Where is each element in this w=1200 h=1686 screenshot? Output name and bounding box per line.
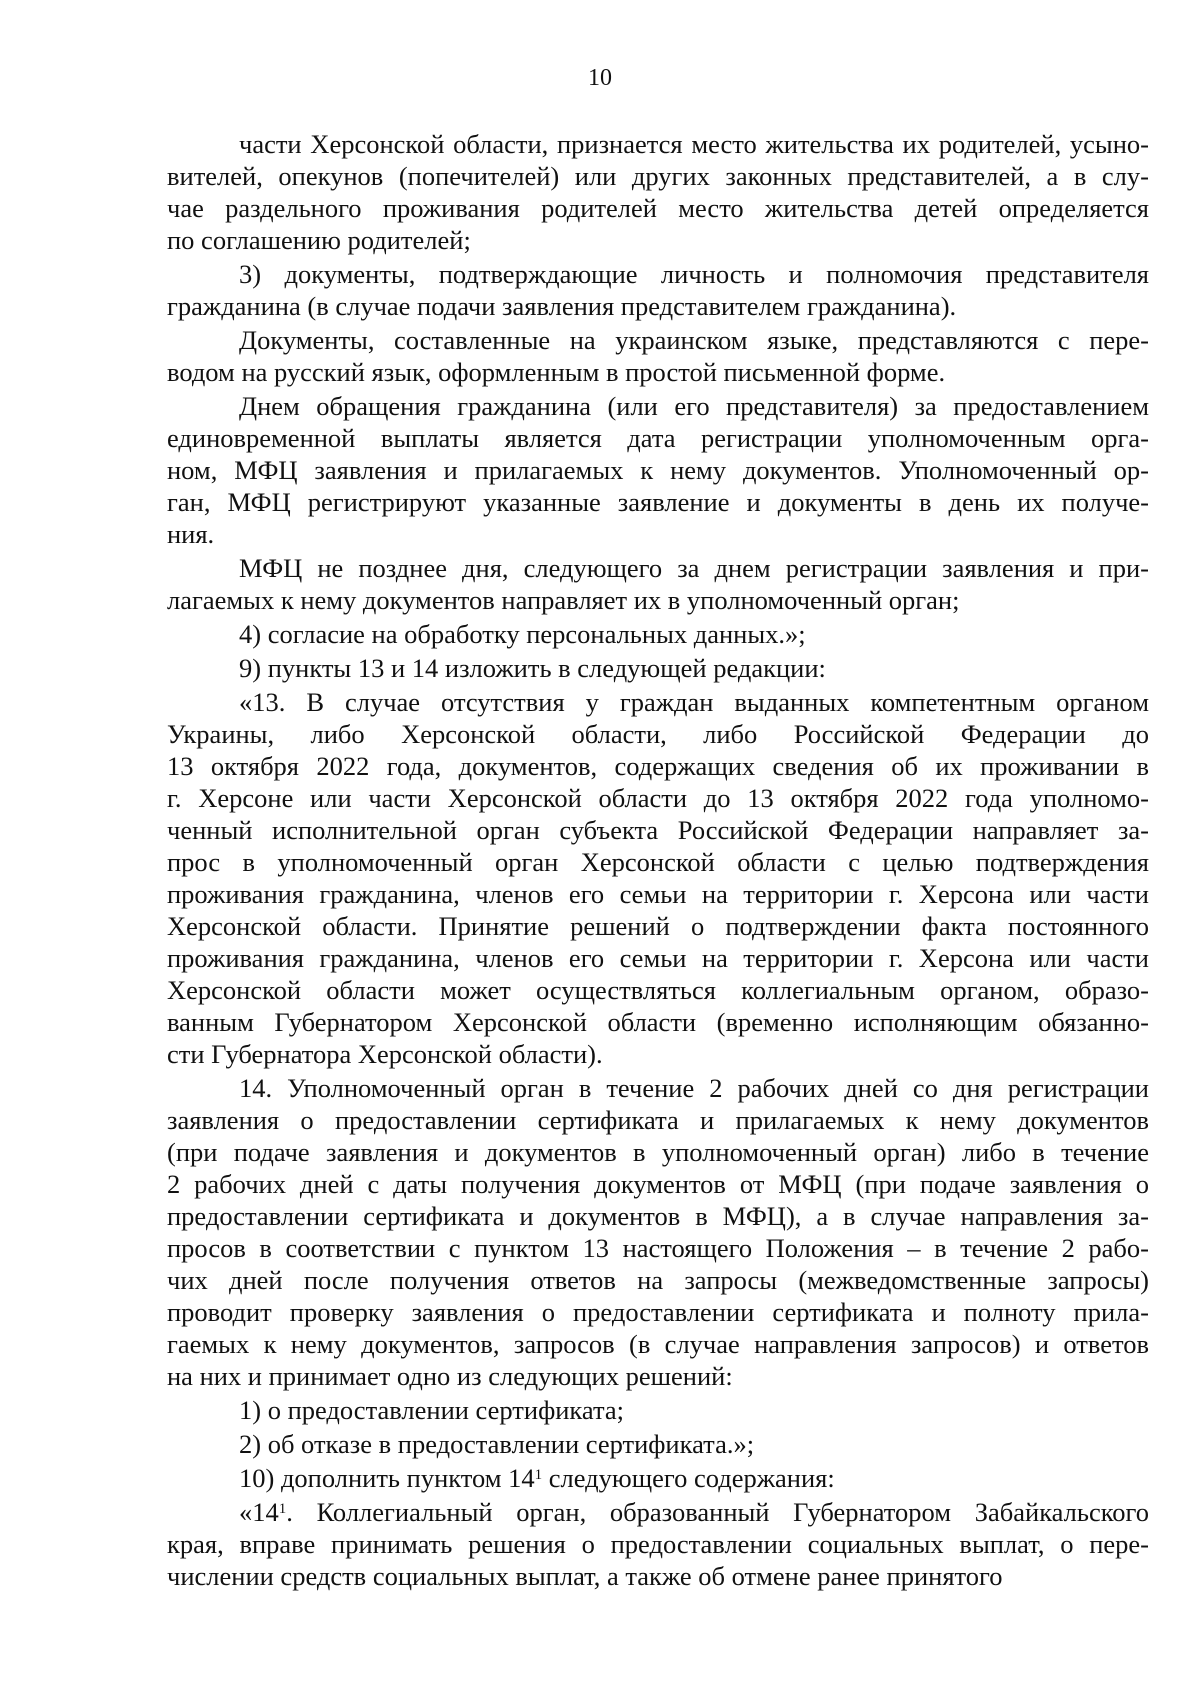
paragraph <box>167 258 1149 322</box>
text-line: чих дней после получения ответов на запросы (межведомственные запросы) <box>167 1265 1149 1295</box>
text-segment: следующего содержания: <box>542 1463 835 1493</box>
text-line: 2) об отказе в предоставлении сертификата.»; <box>239 1429 755 1459</box>
text-line: края, вправе принимать решения о предоставлении социальных выплат, о пере- <box>167 1529 1149 1559</box>
text-line: 2 рабочих дней с даты получения документов от МФЦ (при подаче заявления о <box>167 1169 1149 1199</box>
text-line: лагаемых к нему документов направляет их в уполномоченный орган; <box>167 585 960 615</box>
text-line: числении средств социальных выплат, а также об отмене ранее принятого <box>167 1561 1003 1591</box>
text-line: ния. <box>167 519 215 549</box>
text-line: прос в уполномоченный орган Херсонской области с целью подтверждения <box>167 847 1149 877</box>
text-line <box>167 1496 1149 1528</box>
text-line: вителей, опекунов (попечителей) или других законных представителей, а в слу- <box>167 161 1149 191</box>
text-line: Днем обращения гражданина (или его представителя) за предоставлением <box>239 391 1149 421</box>
text-line: заявления о предоставлении сертификата и прилагаемых к нему документов <box>167 1105 1149 1135</box>
text-line: предоставлении сертификата и документов в МФЦ), а в случае направления за- <box>167 1201 1149 1231</box>
text-line: 3) документы, подтверждающие личность и полномочия представителя <box>239 259 1149 289</box>
paragraph <box>167 1072 1149 1392</box>
text-line: по соглашению родителей; <box>167 225 471 255</box>
document-body <box>167 128 1149 1592</box>
text-line: 13 октября 2022 года, документов, содержащих сведения об их проживании в <box>167 751 1149 781</box>
text-line: части Херсонской области, признается место жительства их родителей, усыно- <box>239 129 1149 159</box>
text-line: проживания гражданина, членов его семьи на территории г. Херсона или части <box>167 943 1149 973</box>
paragraph <box>167 652 1149 684</box>
paragraph <box>167 1462 1149 1494</box>
paragraph <box>167 1394 1149 1426</box>
text-line: ченный исполнительной орган субъекта Российской Федерации направляет за- <box>167 815 1149 845</box>
text-line: просов в соответствии с пунктом 13 настоящего Положения – в течение 2 рабо- <box>167 1233 1149 1263</box>
text-line: ванным Губернатором Херсонской области (временно исполняющим обязанно- <box>167 1007 1149 1037</box>
superscript-mark: 1 <box>278 1501 287 1518</box>
paragraph <box>167 552 1149 616</box>
text-line: гаемых к нему документов, запросов (в случае направления запросов) и ответов <box>167 1329 1149 1359</box>
text-line: 4) согласие на обработку персональных данных.»; <box>239 619 806 649</box>
text-line: на них и принимает одно из следующих решений: <box>167 1361 733 1391</box>
text-line: МФЦ не позднее дня, следующего за днем регистрации заявления и при- <box>239 553 1149 583</box>
text-line: единовременной выплаты является дата регистрации уполномоченным орга- <box>167 423 1149 453</box>
paragraph <box>167 686 1149 1070</box>
text-segment: . Коллегиальный орган, образованный Губернатором Забайкальского <box>286 1497 1149 1527</box>
text-line: Документы, составленные на украинском языке, представляются с пере- <box>239 325 1149 355</box>
text-line: 1) о предоставлении сертификата; <box>239 1395 625 1425</box>
paragraph <box>167 1428 1149 1460</box>
text-line: сти Губернатора Херсонской области). <box>167 1039 603 1069</box>
text-line: ган, МФЦ регистрируют указанные заявление и документы в день их получе- <box>167 487 1149 517</box>
text-line: «13. В случае отсутствия у граждан выданных компетентным органом <box>239 687 1149 717</box>
paragraph <box>167 618 1149 650</box>
paragraph <box>167 390 1149 550</box>
text-line: Херсонской области. Принятие решений о подтверждении факта постоянного <box>167 911 1149 941</box>
text-line: ном, МФЦ заявления и прилагаемых к нему документов. Уполномоченный ор- <box>167 455 1149 485</box>
text-line: водом на русский язык, оформленным в простой письменной форме. <box>167 357 946 387</box>
text-line <box>167 1462 1149 1494</box>
text-segment: «14 <box>239 1497 279 1527</box>
text-line: проводит проверку заявления о предоставлении сертификата и полноту прила- <box>167 1297 1149 1327</box>
text-line: 14. Уполномоченный орган в течение 2 рабочих дней со дня регистрации <box>239 1073 1149 1103</box>
text-line: Украины, либо Херсонской области, либо Российской Федерации до <box>167 719 1149 749</box>
paragraph <box>167 1496 1149 1592</box>
text-line: чае раздельного проживания родителей место жительства детей определяется <box>167 193 1149 223</box>
paragraph <box>167 324 1149 388</box>
text-line: (при подаче заявления и документов в уполномоченный орган) либо в течение <box>167 1137 1149 1167</box>
page-number: 10 <box>588 65 612 91</box>
text-line: Херсонской области может осуществляться коллегиальным органом, образо- <box>167 975 1149 1005</box>
superscript-mark: 1 <box>534 1467 543 1484</box>
text-line: г. Херсоне или части Херсонской области до 13 октября 2022 года уполномо- <box>167 783 1149 813</box>
text-line: гражданина (в случае подачи заявления представителем гражданина). <box>167 291 957 321</box>
text-line: 9) пункты 13 и 14 изложить в следующей редакции: <box>239 653 826 683</box>
paragraph <box>167 128 1149 256</box>
text-segment: 10) дополнить пунктом 14 <box>239 1463 535 1493</box>
text-line: проживания гражданина, членов его семьи на территории г. Херсона или части <box>167 879 1149 909</box>
